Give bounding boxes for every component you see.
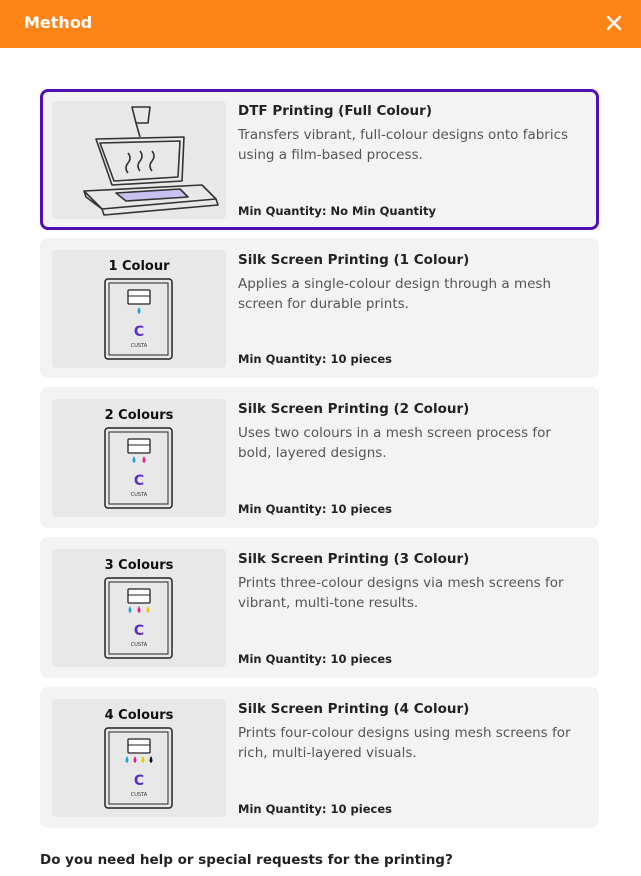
method-min-quantity: Min Quantity: 10 pieces xyxy=(238,352,392,366)
screen-1-colour-icon xyxy=(52,250,226,368)
method-title: Silk Screen Printing (1 Colour) xyxy=(238,252,470,268)
method-description: Transfers vibrant, full-colour designs onto fabrics using a film-based process. xyxy=(238,127,569,163)
method-description: Uses two colours in a mesh screen process for bold, layered designs. xyxy=(238,425,551,461)
screen-4-colour-icon xyxy=(52,699,226,817)
svg-text:C: C xyxy=(133,623,145,639)
close-icon[interactable] xyxy=(603,12,625,34)
brand-label: CUSTA xyxy=(130,492,148,498)
thumb-label: 1 Colour xyxy=(108,259,170,274)
brand-label: CUSTA xyxy=(130,343,148,349)
method-min-quantity: Min Quantity: 10 pieces xyxy=(238,652,392,666)
method-min-quantity: Min Quantity: No Min Quantity xyxy=(238,204,436,218)
method-title: Silk Screen Printing (4 Colour) xyxy=(238,701,470,717)
method-option-silk-2[interactable] xyxy=(40,387,599,528)
method-title: Silk Screen Printing (2 Colour) xyxy=(238,401,470,417)
help-question: Do you need help or special requests for the printing? xyxy=(40,852,453,868)
brand-label: CUSTA xyxy=(130,642,148,648)
brand-label: CUSTA xyxy=(130,792,148,798)
thumb-label: 3 Colours xyxy=(104,558,174,573)
thumb-label: 4 Colours xyxy=(104,708,174,723)
method-description: Applies a single-colour design through a mesh screen for durable prints. xyxy=(238,276,552,312)
svg-text:C: C xyxy=(133,473,145,489)
method-title: Silk Screen Printing (3 Colour) xyxy=(238,551,470,567)
method-min-quantity: Min Quantity: 10 pieces xyxy=(238,802,392,816)
heat-press-icon xyxy=(52,101,226,219)
method-option-silk-1[interactable] xyxy=(40,238,599,378)
thumb-label: 2 Colours xyxy=(104,408,174,423)
method-option-dtf[interactable] xyxy=(40,89,599,230)
method-option-silk-4[interactable] xyxy=(40,687,599,828)
svg-text:C: C xyxy=(133,773,145,789)
modal-title: Method xyxy=(24,13,93,32)
method-description: Prints four-colour designs using mesh screens for rich, multi-layered visuals. xyxy=(238,725,571,761)
method-option-silk-3[interactable] xyxy=(40,537,599,678)
method-min-quantity: Min Quantity: 10 pieces xyxy=(238,502,392,516)
modal-header xyxy=(0,0,641,48)
screen-3-colour-icon xyxy=(52,549,226,667)
svg-text:C: C xyxy=(133,324,145,340)
screen-2-colour-icon xyxy=(52,399,226,517)
method-title: DTF Printing (Full Colour) xyxy=(238,103,432,119)
method-description: Prints three-colour designs via mesh screens for vibrant, multi-tone results. xyxy=(238,575,564,611)
